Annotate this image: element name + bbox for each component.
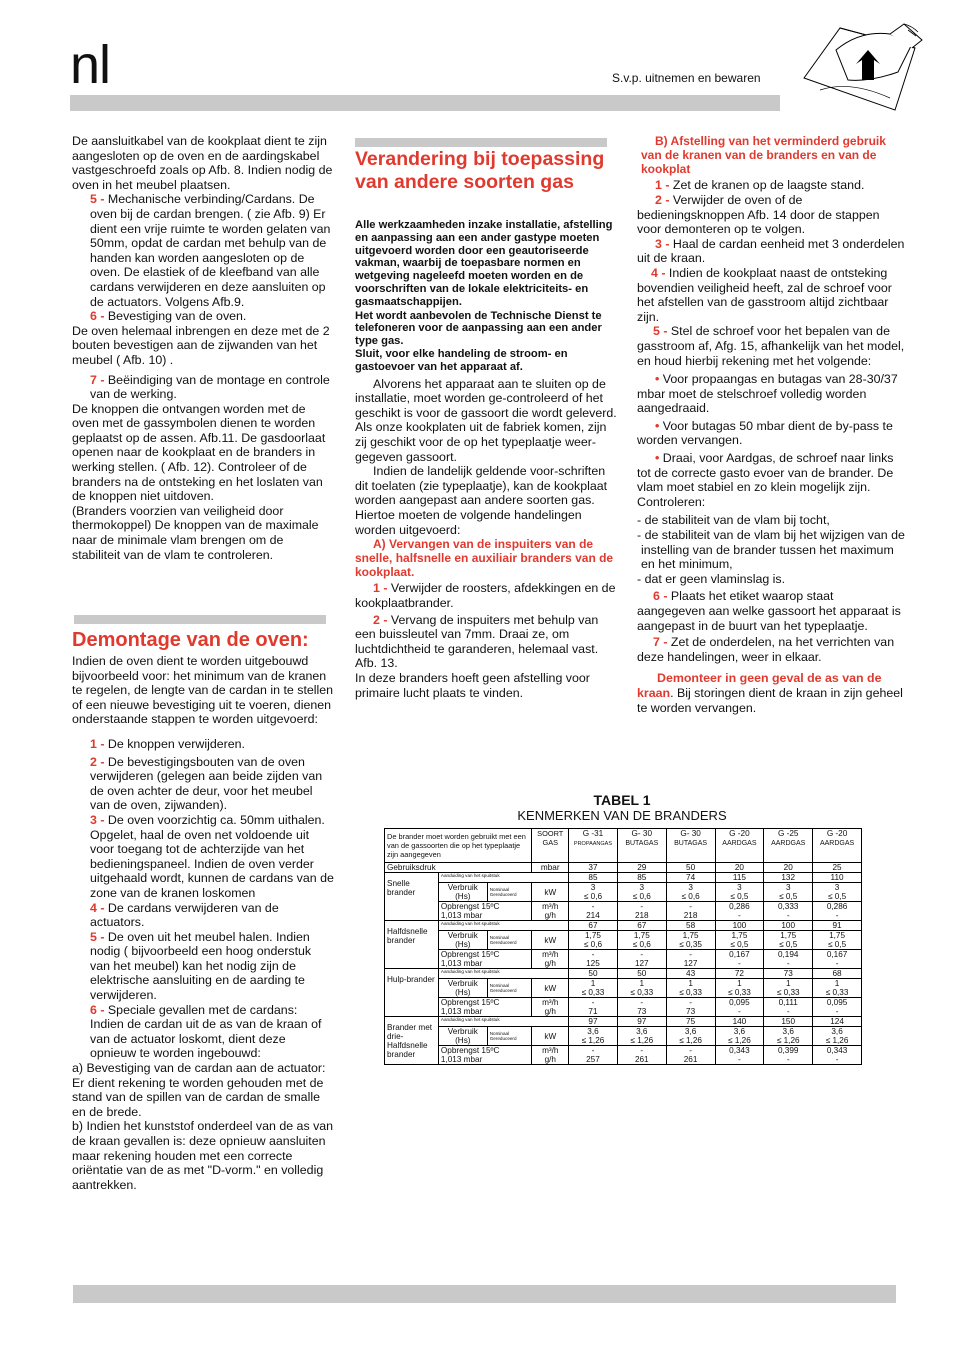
cell: 150 <box>764 1017 813 1027</box>
burner-name: Brander met drie-Halfdsnelle brander <box>385 1017 439 1065</box>
list-item: 3 - De oven voorzichtig ca. 50mm uithalen. Opgelet, haal de oven net voldoende uit voor toegang tot de achterzijde van het bedieningspaneel. Indien de oven verder uitgehaald wordt, kunnen de cardans van de zone van de kranen loskomen <box>90 812 334 900</box>
cell: ≤ 0,6 <box>569 892 618 902</box>
unit: m³/h <box>532 950 569 960</box>
list-item: 5 - Stel de schroef voor het bepalen van de gasstroom af, Afg. 15, afhankelijk van het model, en houd hierbij rekening met het volgende: <box>637 324 905 368</box>
nozzle-label: Aanduiding van het spuitstuk <box>438 969 568 979</box>
cell: 58 <box>666 921 715 931</box>
warning-text: Het wordt aanbevolen de Technische Dienst te telefoneren voor de aanpassing aan een ander type gas. <box>355 309 602 348</box>
list-item: 6 - Plaats het etiket waarop staat aangegeven aan welke gassoort het apparaat is aangepast in de buurt van het typeplaatje. <box>637 589 901 633</box>
cell: - <box>813 1007 862 1017</box>
cell: 73 <box>617 1007 666 1017</box>
cell: - <box>764 1007 813 1017</box>
table-row <box>385 863 862 873</box>
cell: - <box>715 959 764 969</box>
cell: 72 <box>715 969 764 979</box>
cell: 20 <box>715 863 764 873</box>
unit: kW <box>532 931 569 950</box>
unit: mbar <box>532 863 569 873</box>
cell: 1 <box>764 979 813 989</box>
cell: - <box>617 1046 666 1056</box>
cell: ≤ 1,26 <box>666 1036 715 1046</box>
burner-name: Halfdsnelle brander <box>385 921 439 969</box>
unit: g/h <box>532 1055 569 1065</box>
cell: ≤ 0,6 <box>617 940 666 950</box>
output-label-line2: 1,013 mbar <box>440 1055 483 1064</box>
cell: - <box>764 1055 813 1065</box>
cell: 0,194 <box>764 950 813 960</box>
column-right <box>637 135 905 715</box>
column-middle <box>355 219 617 700</box>
column-left <box>72 134 334 562</box>
cell: 214 <box>569 911 618 921</box>
cell: ≤ 0,33 <box>715 988 764 998</box>
cell: - <box>666 950 715 960</box>
cell: - <box>813 959 862 969</box>
cell: - <box>569 998 618 1008</box>
cell: 97 <box>569 1017 618 1027</box>
warning-text: Alle werkzaamheden inzake installatie, afstelling en aanpassing aan een ander gastype moeten uitgevoerd worden door een geautoriseerde vakman, waarbij de toepasbare normen en wetgeving nageleefd moeten worden en de voorschriften van de lokale elektriciteits- en gasmaatschappijen. <box>355 219 613 308</box>
list-item: 5 - De oven uit het meubel halen. Indien nodig ( bijvoorbeeld een hoog onderstuk van het meubel) kan het nodig zijn de elektrische aansluiting en de aarding te verwijderen. <box>90 929 312 1003</box>
cell: 100 <box>764 921 813 931</box>
cell: 0,167 <box>715 950 764 960</box>
paragraph: 6 - Bevestiging van de oven. <box>90 309 247 324</box>
cell: 3 <box>764 883 813 893</box>
paragraph: De oven helemaal inbrengen en deze met de 2 bouten bevestigen aan de zijwanden van het meubel ( Afb. 10) . <box>72 323 330 367</box>
section-heading-gas: Verandering bij toepassing van andere soorten gas <box>355 148 605 193</box>
cell: 115 <box>715 873 764 883</box>
unit: m³/h <box>532 998 569 1008</box>
cell: 0,167 <box>813 950 862 960</box>
cell: 0,333 <box>764 902 813 912</box>
cell: ≤ 0,5 <box>813 940 862 950</box>
cell: 43 <box>666 969 715 979</box>
unit: kW <box>532 883 569 902</box>
cell: ≤ 1,26 <box>813 1036 862 1046</box>
list-item: 2 - De bevestigingsbouten van de oven verwijderen (gelegen aan beide zijden van de oven achter de deur, voor het meubel van de oven, zijwanden). <box>90 754 323 813</box>
cell: 218 <box>617 911 666 921</box>
cell: 100 <box>715 921 764 931</box>
cell: 1 <box>569 979 618 989</box>
cell: 67 <box>617 921 666 931</box>
col-gas-type: SOORT GAS <box>532 829 569 863</box>
list-item: 2 - Verwijder de oven of de bedieningsknoppen Afb. 14 door de stappen voor demonteren op te volgen. <box>637 192 880 237</box>
table-row <box>385 979 862 989</box>
output-label-line1: Opbrengst 15ºC <box>440 950 500 959</box>
cell: 0,111 <box>764 998 813 1008</box>
list-item: 1 - Verwijder de roosters, afdekkingen en de kookplaatbrander. <box>355 581 616 611</box>
cell: ≤ 0,33 <box>666 988 715 998</box>
list-item: 7 - Zet de onderdelen, na het verrichten van deze handelingen, weer in elkaar. <box>637 635 895 664</box>
list-item: 3 - Haal de cardan eenheid met 3 onderdelen uit de kraan. <box>637 236 905 266</box>
cell: 37 <box>569 863 618 873</box>
cell: 124 <box>813 1017 862 1027</box>
gas-header: G -20 AARDGAS <box>813 829 862 863</box>
cell: 1 <box>617 979 666 989</box>
unit: m³/h <box>532 1046 569 1056</box>
subheading-b: B) Afstelling van het verminderd gebruik van de kranen van de branders en van de kookplat <box>641 134 886 176</box>
output-label-line2: 1,013 mbar <box>440 959 483 968</box>
warning-paragraph: Demonteer in geen geval de as van de kraan. Bij storingen dient de kraan in zijn geheel te worden vervangen. <box>637 671 903 715</box>
cell: - <box>666 1046 715 1056</box>
cell: 0,343 <box>813 1046 862 1056</box>
check-item: - de stabiliteit van de vlam bij het wijzigen van de instelling van de brander tussen het maximum en het minimum, <box>637 528 905 572</box>
burner-name: Snelle brander <box>385 873 439 921</box>
burner-characteristics-table <box>384 828 862 1065</box>
table-row <box>385 883 862 893</box>
cell: 110 <box>813 873 862 883</box>
table-title <box>384 793 860 823</box>
cell: 71 <box>569 1007 618 1017</box>
nominal-label: Nominaal Gereduceerd <box>487 1027 532 1046</box>
nozzle-label: Aanduiding van het spuitstuk <box>438 1017 568 1027</box>
bullet-item: • Voor propaangas en butagas van 28-30/37 mbar moet de stelschroef volledig worden aangedraaid. <box>637 372 898 416</box>
cell: 91 <box>813 921 862 931</box>
cell: 3,6 <box>617 1027 666 1037</box>
output-label <box>438 998 532 1017</box>
list-item: 4 - Indien de kookplaat naast de ontsteking bovendien veiligheid heeft, zal de schroef voor het afstellen van de gasstroom altijd zichtbaar zijn. <box>637 265 892 324</box>
list-item: 6 - Speciale gevallen met de cardans: Indien de cardan uit de as van de kraan of van de actuator loskomt, dient deze opnieuw te worden ingebouwd: <box>90 1002 322 1061</box>
gas-header: G -25 AARDGAS <box>764 829 813 863</box>
check-item: - de stabiliteit van de vlam bij tocht, <box>637 513 830 528</box>
output-label <box>438 902 532 921</box>
gas-header: G -20 AARDGAS <box>715 829 764 863</box>
output-label-line2: 1,013 mbar <box>440 1007 483 1016</box>
cell: ≤ 1,26 <box>617 1036 666 1046</box>
cell: 132 <box>764 873 813 883</box>
cell: - <box>666 902 715 912</box>
cell: 1,75 <box>569 931 618 941</box>
cell: ≤ 0,5 <box>764 940 813 950</box>
cell: 68 <box>813 969 862 979</box>
cell: - <box>813 1055 862 1065</box>
cell: 127 <box>666 959 715 969</box>
cell: - <box>715 1007 764 1017</box>
cell: 73 <box>764 969 813 979</box>
cell: 25 <box>813 863 862 873</box>
cell: ≤ 0,5 <box>715 892 764 902</box>
gas-header: G- 30 BUTAGAS <box>666 829 715 863</box>
column-left-demontage <box>72 654 334 1192</box>
header-subtitle: S.v.p. uitnemen en bewaren <box>612 71 761 85</box>
cell: ≤ 0,5 <box>715 940 764 950</box>
table-title-sub: KENMERKEN VAN DE BRANDERS <box>517 808 727 823</box>
cell: 1,75 <box>715 931 764 941</box>
unit: kW <box>532 979 569 998</box>
cell: - <box>617 998 666 1008</box>
cell: 261 <box>666 1055 715 1065</box>
unit: kW <box>532 1027 569 1046</box>
gas-header: G- 30 BUTAGAS <box>617 829 666 863</box>
table-row <box>385 1027 862 1037</box>
cell: - <box>569 1046 618 1056</box>
paragraph: Er dient rekening te worden gehouden met de stand van de spillen van de cardan de smalle en de brede. <box>72 1075 324 1119</box>
cell: ≤ 0,35 <box>666 940 715 950</box>
cell: 3,6 <box>715 1027 764 1037</box>
cell: 97 <box>617 1017 666 1027</box>
list-item: 2 - Vervang de inspuiters met behulp van een buissleutel van 7mm. Draai ze, om luchtdichtheid te garanderen, helemaal vast. Afb. 13. <box>355 612 599 671</box>
footer-bar <box>73 1285 896 1303</box>
paragraph: Indien de landelijk geldende voor-schriften dit toelaten (zie typeplaatje), kan de kookplaat worden aangepast aan andere soorten gas. Hiertoe moeten de volgende handelingen worden uitgevoerd: <box>355 464 608 537</box>
cell: ≤ 0,33 <box>813 988 862 998</box>
section-heading-demontage: Demontage van de oven: <box>72 629 309 651</box>
cell: 3 <box>715 883 764 893</box>
cell: 1,75 <box>813 931 862 941</box>
cell: 1 <box>666 979 715 989</box>
cell: 3,6 <box>666 1027 715 1037</box>
language-code: nl <box>70 35 111 95</box>
consumption-label: Verbruik (Hs) <box>438 979 487 998</box>
table-row <box>385 998 862 1008</box>
cell: ≤ 0,33 <box>617 988 666 998</box>
cell: 0,343 <box>715 1046 764 1056</box>
burner-name: Hulp-brander <box>385 969 439 1017</box>
cell: 1,75 <box>764 931 813 941</box>
cell: 50 <box>569 969 618 979</box>
table-row <box>385 1017 862 1027</box>
cell: 257 <box>569 1055 618 1065</box>
cell: ≤ 0,33 <box>764 988 813 998</box>
table-row <box>385 1046 862 1056</box>
hand-paper-icon <box>800 20 930 115</box>
output-label-line2: 1,013 mbar <box>440 911 483 920</box>
output-label-line1: Opbrengst 15ºC <box>440 998 500 1007</box>
table-title-main: TABEL 1 <box>593 792 651 808</box>
cell: 261 <box>617 1055 666 1065</box>
cell: 20 <box>764 863 813 873</box>
cell: 125 <box>569 959 618 969</box>
table-row <box>385 950 862 960</box>
table-intro: De brander moet worden gebruikt met een van de gassoorten die op het typeplaatje zijn aangegeven <box>385 829 532 863</box>
cell: 74 <box>666 873 715 883</box>
cell: 1,75 <box>666 931 715 941</box>
cell: 3 <box>569 883 618 893</box>
gas-header: G -31 PROPAANGAS <box>569 829 618 863</box>
cell: 1 <box>715 979 764 989</box>
check-item: - dat er geen vlaminslag is. <box>637 571 786 586</box>
paragraph: De knoppen die ontvangen worden met de oven met de gassymbolen dienen te worden geplaatst op de assen. Afb.11. De gasdoorlaat openen naar de kookplaat en de branders in werking stellen. ( Afb. 12). Controleer of de branders na de ontsteking en het loslaten van de knoppen niet uitdoven. <box>72 401 326 504</box>
list-item: 1 - Zet de kranen op de laagste stand. <box>655 178 865 193</box>
cell: 127 <box>617 959 666 969</box>
cell: 1,75 <box>617 931 666 941</box>
cell: ≤ 0,6 <box>666 892 715 902</box>
output-label <box>438 1046 532 1065</box>
cell: 67 <box>569 921 618 931</box>
cell: 73 <box>666 1007 715 1017</box>
cell: 3 <box>666 883 715 893</box>
cell: 3,6 <box>569 1027 618 1037</box>
paragraph: Alvorens het apparaat aan te sluiten op de installatie, moet worden ge-controleerd of het geschikt is voor de gassoort die wordt geleverd. Als onze kookplaten uit de fabriek komen, zijn zij geschikt voor de op het typeplaatje weer-gegeven gassoort. <box>355 376 617 464</box>
section-divider <box>355 138 607 147</box>
cell: - <box>617 950 666 960</box>
cell: ≤ 1,26 <box>764 1036 813 1046</box>
cell: 29 <box>617 863 666 873</box>
cell: - <box>715 911 764 921</box>
cell: - <box>666 998 715 1008</box>
paragraph: b) Indien het kunststof onderdeel van de as van de kraan gevallen is: deze opnieuw aansluiten maar rekening houden met een correcte oriëntatie van de as met "D-vorm." en volledig aantrekken. <box>72 1119 334 1192</box>
cell: - <box>764 959 813 969</box>
cell: - <box>764 911 813 921</box>
list-item: 4 - De cardans verwijderen van de actuators. <box>90 900 279 930</box>
cell: ≤ 0,5 <box>813 892 862 902</box>
subheading-a: A) Vervangen van de inspuiters van de snelle, halfsnelle en auxiliair branders van de kookplaat. <box>355 537 614 579</box>
cell: 75 <box>666 1017 715 1027</box>
nominal-label: Nominaal Gereduceerd <box>487 979 532 998</box>
consumption-label: Verbruik (Hs) <box>438 931 487 950</box>
nozzle-label: Aanduiding van het spuitstuk <box>438 921 568 931</box>
output-label <box>438 950 532 969</box>
pressure-label: Gebruiksdruk <box>385 863 532 873</box>
cell: 0,286 <box>813 902 862 912</box>
cell: ≤ 0,33 <box>569 988 618 998</box>
cell: - <box>813 911 862 921</box>
nominal-label: Nominaal Gereduceerd <box>487 931 532 950</box>
cell: ≤ 0,5 <box>764 892 813 902</box>
cell: - <box>569 950 618 960</box>
unit: m³/h <box>532 902 569 912</box>
output-label-line1: Opbrengst 15ºC <box>440 902 500 911</box>
table-header-row <box>385 829 862 863</box>
unit: g/h <box>532 911 569 921</box>
cell: 0,095 <box>715 998 764 1008</box>
cell: ≤ 1,26 <box>715 1036 764 1046</box>
paragraph: 5 - Mechanische verbinding/Cardans. De oven bij de cardan brengen. ( zie Afb. 9) Er dient een vrije ruimte te worden gelaten van 50mm, opdat de cardan met behulp van de handen kan worden aangesloten op de oven. De elastiek of de kleefband van alle cardans verwijderen en deze aansluiten op de actuators. Volgens Afb.9. <box>90 192 331 309</box>
paragraph: a) Bevestiging van de cardan aan de actuator: <box>72 1061 326 1076</box>
paragraph: 7 - Beëindiging van de montage en controle van de werking. <box>90 372 330 402</box>
table-row <box>385 873 862 883</box>
cell: 85 <box>569 873 618 883</box>
section-divider <box>74 615 326 624</box>
header-bar <box>70 95 780 111</box>
cell: 50 <box>666 863 715 873</box>
cell: - <box>617 902 666 912</box>
cell: 3 <box>813 883 862 893</box>
cell: 3,6 <box>764 1027 813 1037</box>
cell: 1 <box>813 979 862 989</box>
cell: 50 <box>617 969 666 979</box>
cell: - <box>715 1055 764 1065</box>
unit: g/h <box>532 959 569 969</box>
nominal-label: Nominaal Gereduceerd <box>487 883 532 902</box>
cell: 218 <box>666 911 715 921</box>
warning-text: Sluit, voor elke handeling de stroom- en gastoevoer van het apparaat af. <box>355 347 568 373</box>
cell: ≤ 0,6 <box>569 940 618 950</box>
bullet-item: • Voor butagas 50 mbar dient de by-pass te worden vervangen. <box>637 418 893 448</box>
consumption-label: Verbruik (Hs) <box>438 1027 487 1046</box>
list-item: 1 - De knoppen verwijderen. <box>90 736 245 751</box>
table-row <box>385 921 862 931</box>
cell: 0,286 <box>715 902 764 912</box>
paragraph: In deze branders hoeft geen afstelling voor primaire lucht plaats te vinden. <box>355 671 590 700</box>
paragraph: Indien de oven dient te worden uitgebouwd bijvoorbeeld voor: het minimum van de kranen te regelen, de lengte van de cardan in te stellen of een nieuwe bevestiging uit te voeren, dienen onderstaande stappen te worden uitgevoerd: <box>72 654 334 727</box>
cell: ≤ 1,26 <box>569 1036 618 1046</box>
cell: 0,095 <box>813 998 862 1008</box>
cell: 140 <box>715 1017 764 1027</box>
unit: g/h <box>532 1007 569 1017</box>
cell: 0,399 <box>764 1046 813 1056</box>
cell: 3 <box>617 883 666 893</box>
bullet-item: • Draai, voor Aardgas, de schroef naar links tot de correcte gasto evoer van de brander. De vlam moet stabiel en zo klein mogelijk zijn. Controleren: <box>637 451 894 509</box>
paragraph: (Branders voorzien van veiligheid door thermokoppel) De knoppen van de maximale naar de minimale vlam brengen om de stabiliteit van de vlam te controleren. <box>72 503 319 562</box>
consumption-label: Verbruik (Hs) <box>438 883 487 902</box>
burner-rows <box>385 873 862 1065</box>
output-label-line1: Opbrengst 15ºC <box>440 1046 500 1055</box>
cell: ≤ 0,6 <box>617 892 666 902</box>
cell: 85 <box>617 873 666 883</box>
cell: 3,6 <box>813 1027 862 1037</box>
nozzle-label: Aanduiding van het spuitstuk <box>438 873 568 883</box>
paragraph: De aansluitkabel van de kookplaat dient te zijn aangesloten op de oven en de aardingskabel vastgeschroefd zoals op Afb. 8. Indien nodig de oven in het meubel plaatsen. <box>72 134 333 192</box>
table-row <box>385 902 862 912</box>
table-row <box>385 931 862 941</box>
cell: - <box>569 902 618 912</box>
table-row <box>385 969 862 979</box>
